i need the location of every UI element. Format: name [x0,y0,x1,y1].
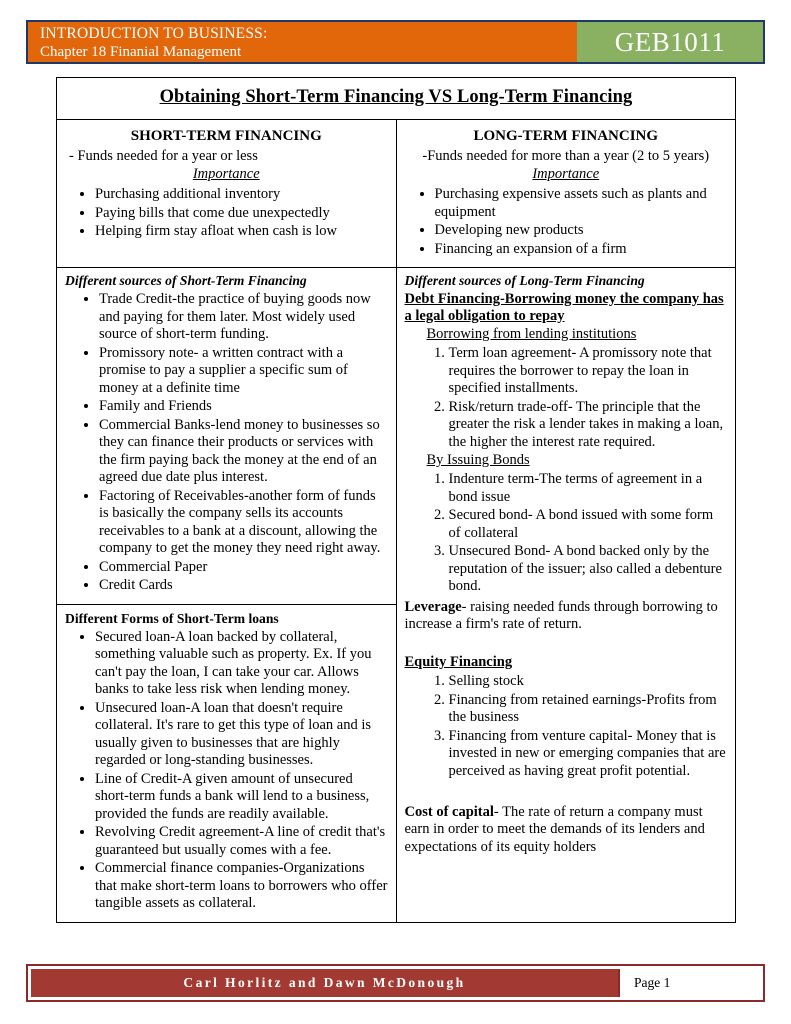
table-row-sources [57,268,736,605]
long-term-overview-cell [396,120,736,268]
list-item: • Commercial finance companies-Organizations that make short-term loans to borrowers who offer tangible assets as collateral. [95,860,388,913]
short-term-sources-heading: Different sources of Short-Term Financing [65,273,307,288]
list-item: • Promissory note- a written contract with a promise to pay a supplier a specific sum of money at a definite time [99,345,388,398]
list-item: • Commercial Banks-lend money to businesses so they can finance their products or services with the firm paying back the money at the end of an agreed due date plus interest. [99,417,388,487]
page-title: Obtaining Short-Term Financing VS Long-Term Financing [159,87,633,107]
list-item: 1. Indenture term-The terms of agreement in a bond issue [449,471,728,506]
debt-financing-label: Debt Financing-Borrowing money the company has a legal obligation to repay [404,291,724,324]
header-course-code: GEB1011 [577,22,763,62]
leverage-term: Leverage [404,598,462,615]
equity-financing-heading: Equity Financing [404,654,513,670]
equity-items-list [427,673,728,780]
page-footer [26,964,765,1002]
header-course-block [28,22,577,62]
list-item: • Unsecured loan-A loan that doesn't require collateral. It's rare to get this type of loan and is usually given to businesses that are highly regarded or long-standing businesses. [95,700,388,770]
list-item: 3. Unsecured Bond- A bond backed only by the reputation of the issuer; also called a debenture bond. [449,543,728,596]
list-item: • Financing an expansion of a firm [435,241,728,259]
leverage-paragraph [405,599,728,634]
list-item: • Credit Cards [99,577,388,595]
short-term-forms-cell [57,604,397,922]
long-term-importance-list [405,186,728,258]
list-item: • Commercial Paper [99,559,388,577]
list-item: 2. Risk/return trade-off- The principle that the greater the risk a lender takes in making a loan, the higher the interest rate required. [449,399,728,452]
list-item: • Developing new products [435,222,728,240]
long-term-heading: LONG-TERM FINANCING [473,128,659,144]
bonds-items-list [427,471,728,596]
page-header [26,20,765,64]
list-item: • Helping firm stay afloat when cash is low [95,223,388,241]
table-row-overview [57,120,736,268]
spacer-line-2 [405,783,728,801]
comparison-table [56,77,736,923]
list-item: 2. Financing from retained earnings-Profits from the business [449,692,728,727]
table-row-title [57,78,736,120]
title-cell [57,78,736,120]
long-term-lead: -Funds needed for more than a year (2 to 5 years) [422,148,710,164]
short-term-sources-list [65,291,388,595]
list-item: • Purchasing expensive assets such as plants and equipment [435,186,728,221]
list-item: • Factoring of Receivables-another form of funds is basically the company sells its accounts receivables to a bank at a discount, allowing the company to get the money they need right away. [99,488,388,558]
short-term-forms-list [65,629,388,913]
short-term-importance-label: Importance [192,166,260,182]
short-term-heading: SHORT-TERM FINANCING [130,128,322,144]
short-term-forms-heading: Different Forms of Short-Term loans [65,610,279,626]
short-term-importance-list [65,186,388,241]
borrowing-institutions-label: Borrowing from lending institutions [426,326,637,342]
list-item: • Purchasing additional inventory [95,186,388,204]
footer-page-number: Page 1 [618,969,760,997]
cost-of-capital-term: Cost of capital [404,803,494,820]
list-item: • Paying bills that come due unexpectedly [95,205,388,223]
short-term-overview-cell [57,120,397,268]
list-item: • Trade Credit-the practice of buying goods now and paying for them later. Most widely used source of short-term funding. [99,291,388,344]
long-term-sources-cell [396,268,736,923]
list-item: • Revolving Credit agreement-A line of credit that's guaranteed but usually comes with a fee. [95,824,388,859]
cost-of-capital-paragraph [405,804,728,857]
list-item: • Secured loan-A loan backed by collateral, something valuable such as property. Ex. If you can't pay the loan, I can take your car. Allows banks to take less risk when lending money. [95,629,388,699]
list-item: 2. Secured bond- A bond issued with some form of collateral [449,507,728,542]
cost-of-capital-definition: - The rate of return a company must earn in order to meet the demands of its lenders and expectations of its equity holders [404,803,705,855]
header-chapter-title: Chapter 18 Finanial Management [40,44,242,60]
long-term-sources-heading: Different sources of Long-Term Financing [404,273,645,288]
issuing-bonds-label: By Issuing Bonds [426,452,530,468]
spacer-line [405,637,728,655]
list-item: • Line of Credit-A given amount of unsecured short-term funds a bank will lend to a business, provided the funds are readily available. [95,771,388,824]
footer-authors: Carl Horlitz and Dawn McDonough [31,969,618,997]
leverage-definition: - raising needed funds through borrowing to increase a firm's rate of return. [404,598,718,632]
short-term-sources-cell [57,268,397,605]
list-item: 1. Selling stock [449,673,728,691]
list-item: • Family and Friends [99,398,388,416]
list-item: 1. Term loan agreement- A promissory note that requires the borrower to repay the loan in specified installments. [449,345,728,398]
list-item: 3. Financing from venture capital- Money that is invested in new or emerging companies that are perceived as having great profit potential. [449,728,728,781]
borrowing-items-list [427,345,728,451]
header-course-title: INTRODUCTION TO BUSINESS: [40,25,268,42]
short-term-lead: - Funds needed for a year or less [69,148,258,164]
long-term-importance-label: Importance [532,166,600,182]
